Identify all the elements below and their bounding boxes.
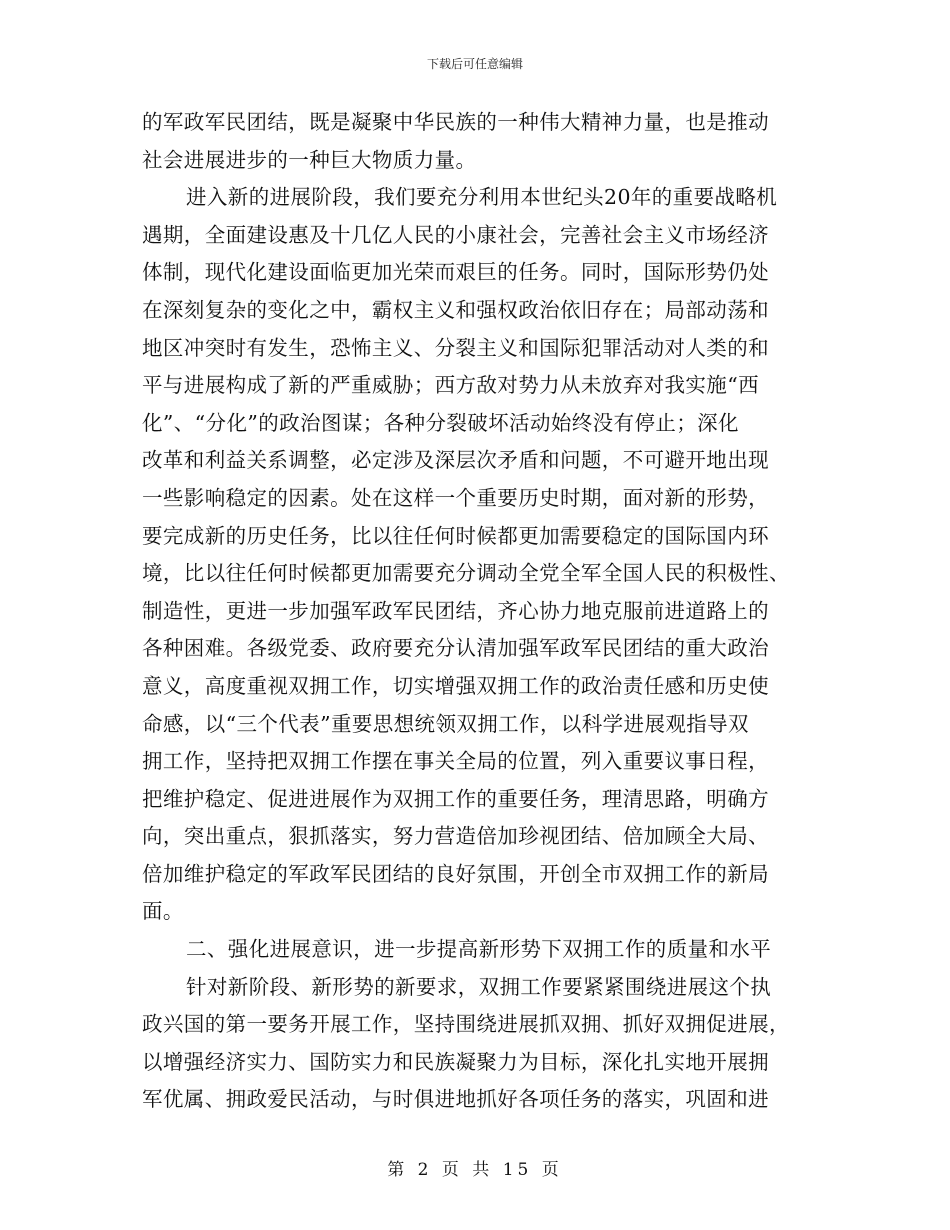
text-line: 拥工作，坚持把双拥工作摆在事关全局的位置，列入重要议事日程， <box>142 749 769 774</box>
text-line: 遇期，全面建设惠及十几亿人民的小康社会，完善社会主义市场经济 <box>142 222 769 247</box>
text-line: 体制，现代化建设面临更加光荣而艰巨的任务。同时，国际形势仍处 <box>142 260 769 285</box>
text-line: 一些影响稳定的因素。处在这样一个重要历史时期，面对新的形势， <box>142 485 769 510</box>
text-line: 在深刻复杂的变化之中，霸权主义和强权政治依旧存在；局部动荡和 <box>142 297 769 322</box>
text-line: 进入新的进展阶段，我们要充分利用本世纪头20年的重要战略机 <box>186 185 778 210</box>
text-line: 的军政军民团结，既是凝聚中华民族的一种伟大精神力量，也是推动 <box>142 110 769 134</box>
text-line: 倍加维护稳定的军政军民团结的良好氛围，开创全市双拥工作的新局 <box>142 861 769 886</box>
text-line: 制造性，更进一步加强军政军民团结，齐心协力地克服前进道路上的 <box>142 598 769 623</box>
text-line: 命感，以“三个代表”重要思想统领双拥工作，以科学进展观指导双 <box>142 711 749 736</box>
page-header: 下载后可任意编辑 <box>426 57 523 71</box>
text-line: 以增强经济实力、国防实力和民族凝聚力为目标，深化扎实地开展拥 <box>142 1049 769 1074</box>
text-line: 要完成新的历史任务，比以往任何时候都更加需要稳定的国际国内环 <box>142 523 769 548</box>
text-line: 境，比以往任何时候都更加需要充分调动全党全军全国人民的积极性、 <box>142 561 790 586</box>
text-line: 政兴国的第一要务开展工作，坚持围绕进展抓双拥、抓好双拥促进展， <box>142 1012 790 1037</box>
text-line: 针对新阶段、新形势的新要求，双拥工作要紧紧围绕进展这个执 <box>186 974 772 999</box>
text-line: 二、强化进展意识，进一步提高新形势下双拥工作的质量和水平 <box>186 937 772 962</box>
text-line: 各种困难。各级党委、政府要充分认清加强军政军民团结的重大政治 <box>142 636 769 661</box>
text-line: 把维护稳定、促进进展作为双拥工作的重要任务，理清思路，明确方 <box>142 786 769 811</box>
text-line: 面。 <box>142 899 184 924</box>
page-footer: 第 2 页 共 15 页 <box>387 1160 563 1180</box>
text-line: 化”、“分化”的政治图谋；各种分裂破坏活动始终没有停止；深化 <box>142 410 739 435</box>
text-line: 军优属、拥政爱民活动，与时俱进地抓好各项任务的落实，巩固和进 <box>142 1087 769 1112</box>
body-text <box>142 104 808 1119</box>
text-line: 地区冲突时有发生，恐怖主义、分裂主义和国际犯罪活动对人类的和 <box>142 335 769 360</box>
text-line: 改革和利益关系调整，必定涉及深层次矛盾和问题，不可避开地出现 <box>142 448 769 473</box>
text-line: 平与进展构成了新的严重威胁；西方敌对势力从未放弃对我实施“西 <box>142 373 759 398</box>
text-line: 社会进展进步的一种巨大物质力量。 <box>142 147 477 172</box>
text-line: 向，突出重点，狠抓落实，努力营造倍加珍视团结、倍加顾全大局、 <box>142 824 769 849</box>
text-line: 意义，高度重视双拥工作，切实增强双拥工作的政治责任感和历史使 <box>142 673 769 698</box>
